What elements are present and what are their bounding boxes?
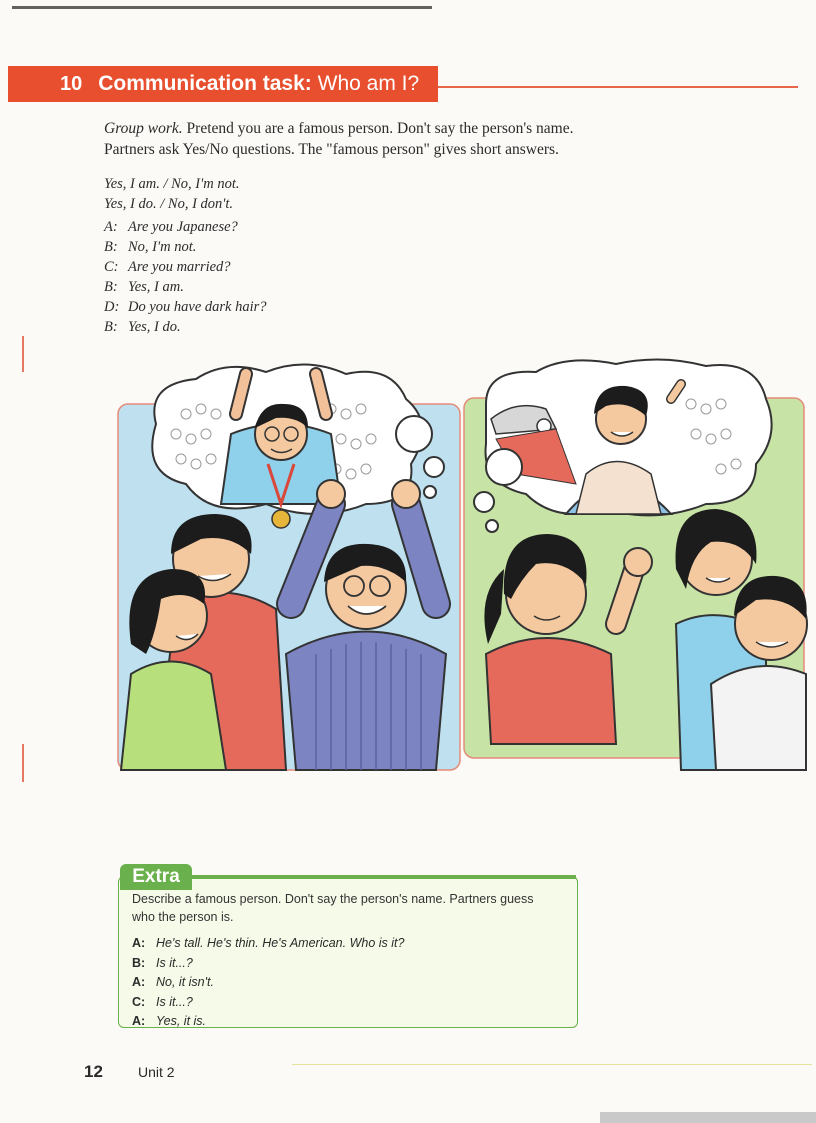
dialog-speaker: D:	[104, 299, 120, 315]
dialog-text: Yes, I am.	[128, 279, 184, 295]
extra-box-rule	[192, 875, 576, 879]
extra-speaker: A:	[132, 936, 146, 950]
page-number: 12	[84, 1062, 103, 1081]
intro-line-2: Partners ask Yes/No questions. The "famous person" gives short answers.	[104, 141, 559, 158]
lesson-title-rest: Who am I?	[317, 72, 420, 95]
extra-text: Is it...?	[156, 955, 193, 970]
task-instructions	[104, 118, 664, 160]
extra-instruction: Describe a famous person. Don't say the person's name. Partners guess who the person is.	[132, 892, 534, 924]
thought-dot	[424, 457, 444, 477]
intro-lead: Group work.	[104, 120, 183, 137]
extra-tab: Extra	[120, 864, 192, 890]
short-answers	[104, 174, 240, 214]
unit-label: Unit 2	[138, 1064, 175, 1080]
thought-dot	[486, 449, 522, 485]
margin-mark	[22, 336, 24, 372]
dialog-speaker: C:	[104, 259, 119, 275]
intro-line-1: Pretend you are a famous person. Don't say the person's name.	[186, 120, 574, 137]
dialog-speaker: B:	[104, 319, 118, 335]
thought-dot	[486, 520, 498, 532]
lesson-title-bold: Communication task:	[98, 72, 312, 95]
dialog-text: Are you married?	[128, 259, 231, 275]
extra-dialog-line	[132, 973, 404, 993]
short-answer-2: Yes, I do. / No, I don't.	[104, 196, 234, 212]
margin-mark	[22, 744, 24, 782]
lesson-header	[8, 66, 438, 102]
dialog-text: Do you have dark hair?	[128, 299, 267, 315]
footer-rule	[292, 1064, 812, 1065]
dialog-text: No, I'm not.	[128, 239, 197, 255]
dialog-speaker: B:	[104, 279, 118, 295]
extra-dialog-line	[132, 1012, 404, 1032]
dialog-line	[104, 217, 267, 237]
dialog-line	[104, 237, 267, 257]
extra-text: Yes, it is.	[156, 1014, 207, 1028]
dialog-text: Yes, I do.	[128, 319, 181, 335]
extra-speaker: C:	[132, 994, 146, 1009]
extra-text: Is it...?	[156, 994, 193, 1009]
dialog-line	[104, 277, 267, 297]
right-thought-bubble	[486, 359, 772, 515]
lesson-title	[98, 72, 419, 96]
thought-dot	[474, 492, 494, 512]
extra-text: He's tall. He's thin. He's American. Who is it?	[156, 936, 405, 950]
extra-text: No, it isn't.	[156, 975, 214, 989]
lesson-number: 10	[60, 72, 83, 95]
scan-edge-shadow	[600, 1112, 816, 1123]
dialog-speaker: A:	[104, 219, 118, 235]
extra-speaker: B:	[132, 955, 146, 970]
extra-dialog	[132, 934, 404, 1032]
dialog-line	[104, 317, 267, 337]
dialog-text: Are you Japanese?	[128, 219, 238, 235]
header-rule	[438, 86, 798, 88]
cartoon-illustration	[116, 354, 808, 774]
thought-dot	[396, 416, 432, 452]
extra-speaker: A:	[132, 1014, 146, 1028]
extra-speaker: A:	[132, 975, 146, 989]
dialog-speaker: B:	[104, 239, 118, 255]
dialog-line	[104, 257, 267, 277]
extra-dialog-line	[132, 993, 404, 1013]
short-answer-1: Yes, I am. / No, I'm not.	[104, 176, 240, 192]
extra-dialog-line	[132, 954, 404, 974]
thought-dot	[424, 486, 436, 498]
top-rule	[12, 6, 432, 9]
dialog-line	[104, 297, 267, 317]
example-dialog	[104, 217, 267, 337]
extra-dialog-line	[132, 934, 404, 954]
